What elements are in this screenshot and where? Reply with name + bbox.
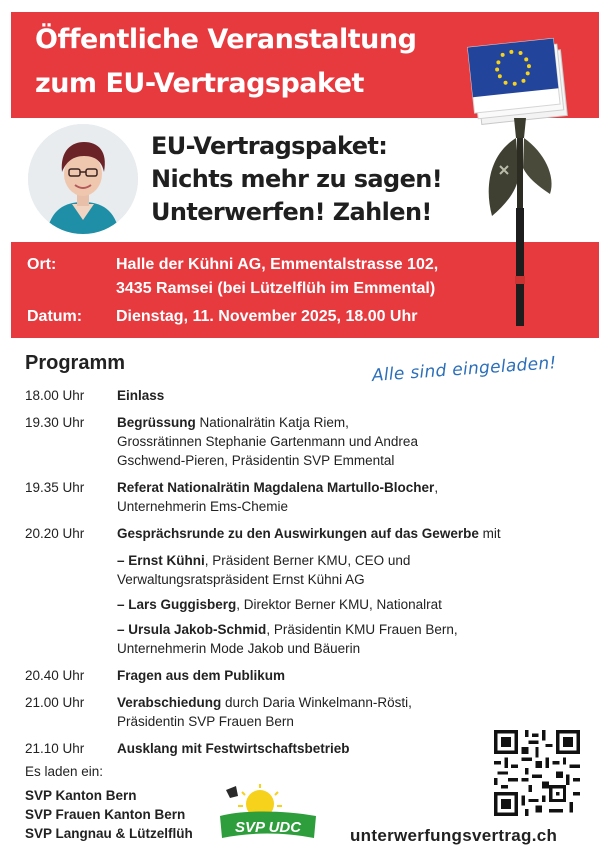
panelist-detail: , Direktor Berner KMU, Nationalrat	[236, 597, 442, 612]
programm-item	[25, 524, 585, 543]
host-item: SVP Kanton Bern	[25, 788, 137, 803]
item-time: 18.00 Uhr	[25, 388, 85, 403]
panelist-detail: , Präsidentin KMU Frauen Bern,	[266, 622, 458, 637]
item-title: Begrüssung	[117, 415, 196, 430]
item-detail-line: Gschwend-Pieren, Präsidentin SVP Emmental	[117, 453, 395, 468]
website-link[interactable]: unterwerfungsvertrag.ch	[350, 826, 558, 845]
programm-item	[25, 413, 585, 470]
host-item: SVP Langnau & Lützelflüh	[25, 826, 193, 841]
item-time: 19.30 Uhr	[25, 415, 85, 430]
hosts-intro: Es laden ein:	[25, 764, 104, 779]
programm-item	[25, 478, 585, 516]
item-detail: ,	[434, 480, 439, 495]
datum-label: Datum:	[27, 308, 83, 325]
panelist-detail: , Präsident Berner KMU, CEO und	[204, 553, 411, 568]
item-title: Einlass	[117, 388, 165, 403]
panelist-detail-line: Verwaltungsratspräsident Ernst Kühni AG	[117, 572, 365, 587]
invite-note: Alle sind eingeladen!	[371, 353, 558, 386]
speaker-portrait-icon	[28, 124, 138, 234]
programm-title: Programm	[25, 352, 126, 374]
item-detail: mit	[478, 526, 501, 541]
item-detail-line: Grossrätinnen Stephanie Gartenmann und Andrea	[117, 434, 418, 449]
panelist-name: – Lars Guggisberg	[117, 597, 237, 612]
programm-item	[25, 693, 585, 731]
ort-line-1: Halle der Kühni AG, Emmentalstrasse 102,	[116, 256, 439, 273]
logo-text: SVP UDC	[234, 819, 302, 836]
panelist-detail-line: Unternehmerin Mode Jakob und Bäuerin	[117, 641, 361, 656]
svp-logo-icon	[212, 782, 322, 844]
item-title: Referat Nationalrätin Magdalena Martullo-Blocher	[117, 480, 435, 495]
panelist-item	[25, 551, 585, 589]
item-time: 21.00 Uhr	[25, 695, 85, 710]
programm-item	[25, 386, 585, 405]
ort-line-2: 3435 Ramsei (bei Lützelflüh im Emmental)	[116, 280, 436, 297]
item-title: Fragen aus dem Publikum	[117, 668, 286, 683]
title-line-1: Öffentliche Veranstaltung	[35, 24, 417, 55]
item-time: 20.20 Uhr	[25, 526, 85, 541]
datum-value: Dienstag, 11. November 2025, 18.00 Uhr	[116, 308, 418, 325]
item-title: Verabschiedung	[117, 695, 222, 710]
item-detail-line: Präsidentin SVP Frauen Bern	[117, 714, 294, 729]
ort-label: Ort:	[27, 256, 57, 273]
headline	[151, 130, 491, 229]
item-time: 20.40 Uhr	[25, 668, 85, 683]
programm-item	[25, 666, 585, 685]
panelist-name: – Ernst Kühni	[117, 553, 205, 568]
panelist-item	[25, 595, 585, 614]
panelist-name: – Ursula Jakob-Schmid	[117, 622, 267, 637]
item-time: 21.10 Uhr	[25, 741, 85, 756]
halberd-icon	[462, 26, 582, 326]
headline-line-2: Nichts mehr zu sagen!	[151, 165, 443, 193]
item-detail: durch Daria Winkelmann-Rösti,	[221, 695, 412, 710]
item-detail: Nationalrätin Katja Riem,	[195, 415, 349, 430]
item-detail-line: Unternehmerin Ems-Chemie	[117, 499, 289, 514]
panelist-item	[25, 620, 585, 658]
headline-line-1: EU-Vertragspaket:	[151, 132, 388, 160]
title-line-2: zum EU-Vertragspaket	[35, 68, 364, 99]
item-title: Ausklang mit Festwirtschaftsbetrieb	[117, 741, 350, 756]
host-item: SVP Frauen Kanton Bern	[25, 807, 186, 822]
item-time: 19.35 Uhr	[25, 480, 85, 495]
programm-list	[25, 386, 585, 758]
headline-line-3: Unterwerfen! Zahlen!	[151, 198, 432, 226]
item-title: Gesprächsrunde zu den Auswirkungen auf das Gewerbe	[117, 526, 479, 541]
qr-code-icon[interactable]	[494, 730, 580, 816]
hosts-list	[25, 786, 193, 843]
